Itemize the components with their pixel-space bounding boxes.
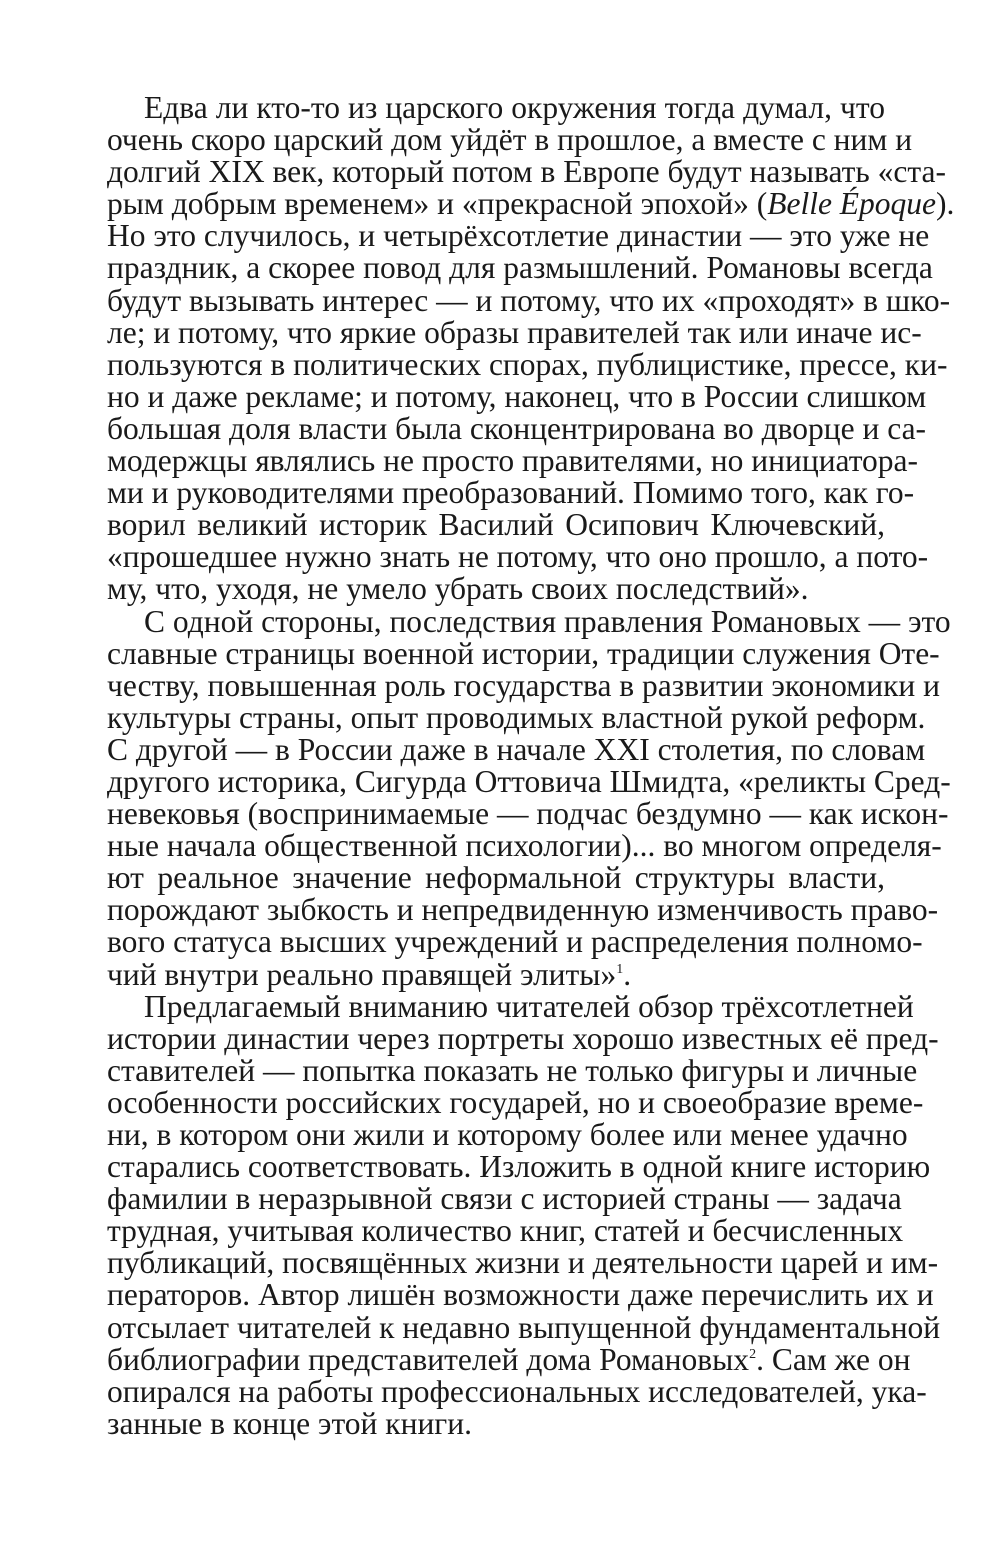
text-line <box>107 346 948 382</box>
text-span: фамилии в неразрывной связи с историей страны — задача <box>107 1181 902 1217</box>
text-span: ворил великий историк Василий Осипович Ключевский, <box>107 507 885 543</box>
text-line <box>107 731 926 767</box>
text-line <box>107 924 923 960</box>
text-span: ле; и потому, что яркие образы правителей так или иначе ис- <box>107 314 922 350</box>
text-span: С одной стороны, последствия правления Романовых — это <box>144 603 951 639</box>
text-span: трудная, учитывая количество книг, статей и бесчисленных <box>107 1213 904 1249</box>
text-line <box>107 509 885 541</box>
text-span: ставителей — попытка показать не только фигуры и личные <box>107 1052 918 1088</box>
text-line <box>107 603 951 639</box>
text-line <box>107 122 913 158</box>
text-span: Едва ли кто-то из царского окружения тогда думал, что <box>144 90 885 125</box>
text-line <box>107 1020 939 1056</box>
text-line <box>107 539 929 575</box>
text-span: занные в конце этой книги. <box>107 1405 472 1441</box>
text-line <box>107 573 885 605</box>
text-line <box>107 988 914 1024</box>
text-line <box>107 154 946 190</box>
text-line <box>107 218 930 254</box>
text-span: ни, в котором они жили и которому более или менее удачно <box>107 1117 908 1152</box>
text-line <box>107 1149 931 1185</box>
text-span: пользуются в политических спорах, публицистике, прессе, ки- <box>107 346 948 382</box>
text-span: библиографии представителей дома Романовых <box>107 1341 750 1377</box>
text-line <box>107 956 885 992</box>
text-line <box>107 1405 885 1441</box>
text-span: Предлагаемый вниманию читателей обзор трёхсотлетней <box>144 988 914 1024</box>
text-span: порождают зыбкость и непредвиденную изменчивость право- <box>107 892 939 928</box>
text-span: долгий XIX век, который потом в Европе будут называть «ста- <box>107 154 946 190</box>
text-span: ные начала общественной психологии)... во многом определя- <box>107 828 942 864</box>
body-text <box>107 90 955 1441</box>
text-span: старались соответствовать. Изложить в одной книге историю <box>107 1149 931 1185</box>
text-line <box>107 763 951 799</box>
text-span: «прошедшее нужно знать не потому, что оно прошло, а пото- <box>107 539 929 575</box>
text-span: будут вызывать интерес — и потому, что их «проходят» в шко- <box>107 282 951 318</box>
text-line <box>107 410 927 446</box>
text-span: вого статуса высших учреждений и распределения полномо- <box>107 924 923 960</box>
text-line <box>107 443 919 479</box>
text-line <box>107 862 885 894</box>
text-line <box>107 1277 934 1313</box>
text-line <box>107 186 955 222</box>
text-span: . Сам же он <box>756 1341 911 1377</box>
text-span: му, что, уходя, не умело убрать своих последствий». <box>107 571 809 607</box>
text-span: Но это случилось, и четырёхсотлетие династии — это уже не <box>107 218 930 254</box>
text-line <box>107 92 885 124</box>
text-line <box>107 1213 904 1249</box>
text-span: опирался на работы профессиональных исследователей, ука- <box>107 1373 927 1409</box>
text-line <box>107 1341 911 1377</box>
footnote-marker: 1 <box>616 961 624 977</box>
text-line <box>107 250 933 286</box>
text-span: ператоров. Автор лишён возможности даже перечислить их и <box>107 1277 934 1313</box>
text-line <box>107 635 940 671</box>
text-line <box>107 1181 902 1217</box>
text-span: С другой — в России даже в начале XXI столетия, по словам <box>107 731 926 767</box>
text-span: очень скоро царский дом уйдёт в прошлое, а вместе с ним и <box>107 122 913 158</box>
text-line <box>107 796 949 832</box>
text-line <box>107 1245 939 1281</box>
italic-span: Belle Époque <box>767 186 937 222</box>
text-line <box>107 378 927 414</box>
text-line <box>107 475 915 511</box>
text-line <box>107 667 940 703</box>
text-span: отсылает читателей к недавно выпущенной фундаментальной <box>107 1309 941 1345</box>
text-span: славные страницы военной истории, традиции служения Оте- <box>107 635 940 671</box>
text-line <box>107 1309 941 1345</box>
text-span: чий внутри реально правящей элиты» <box>107 956 617 992</box>
text-span: истории династии через портреты хорошо известных её пред- <box>107 1020 939 1056</box>
text-span: большая доля власти была сконцентрирована во дворце и са- <box>107 410 927 446</box>
text-line <box>107 314 922 350</box>
text-span: публикаций, посвящённых жизни и деятельности царей и им- <box>107 1245 939 1281</box>
text-span: ют реальное значение неформальной структуры власти, <box>107 860 885 896</box>
text-span: культуры страны, опыт проводимых властной рукой реформ. <box>107 699 926 735</box>
text-line <box>107 1373 927 1409</box>
text-span: особенности российских государей, но и своеобразие време- <box>107 1084 924 1120</box>
text-line <box>107 282 951 318</box>
text-span: невековья (воспринимаемые — подчас бездумно — как искон- <box>107 796 949 832</box>
text-span: . <box>623 956 632 992</box>
text-line <box>107 699 926 735</box>
text-line <box>107 1052 918 1088</box>
text-span: ми и руководителями преобразований. Помимо того, как го- <box>107 475 915 511</box>
text-line <box>107 1117 908 1152</box>
text-span: рым добрым временем» и «прекрасной эпохой» ( <box>107 186 768 222</box>
text-span: но и даже рекламе; и потому, наконец, что в России слишком <box>107 378 927 414</box>
text-span: честву, повышенная роль государства в развитии экономики и <box>107 667 940 703</box>
footnote-marker: 2 <box>749 1346 757 1362</box>
text-span: ). <box>936 186 955 222</box>
text-line <box>107 1084 924 1120</box>
text-span: модержцы являлись не просто правителями, но инициатора- <box>107 443 919 479</box>
text-line <box>107 892 939 928</box>
text-span: праздник, а скорее повод для размышлений. Романовы всегда <box>107 250 933 286</box>
text-span: другого историка, Сигурда Оттовича Шмидта, «реликты Сред- <box>107 763 951 799</box>
text-line <box>107 828 942 864</box>
